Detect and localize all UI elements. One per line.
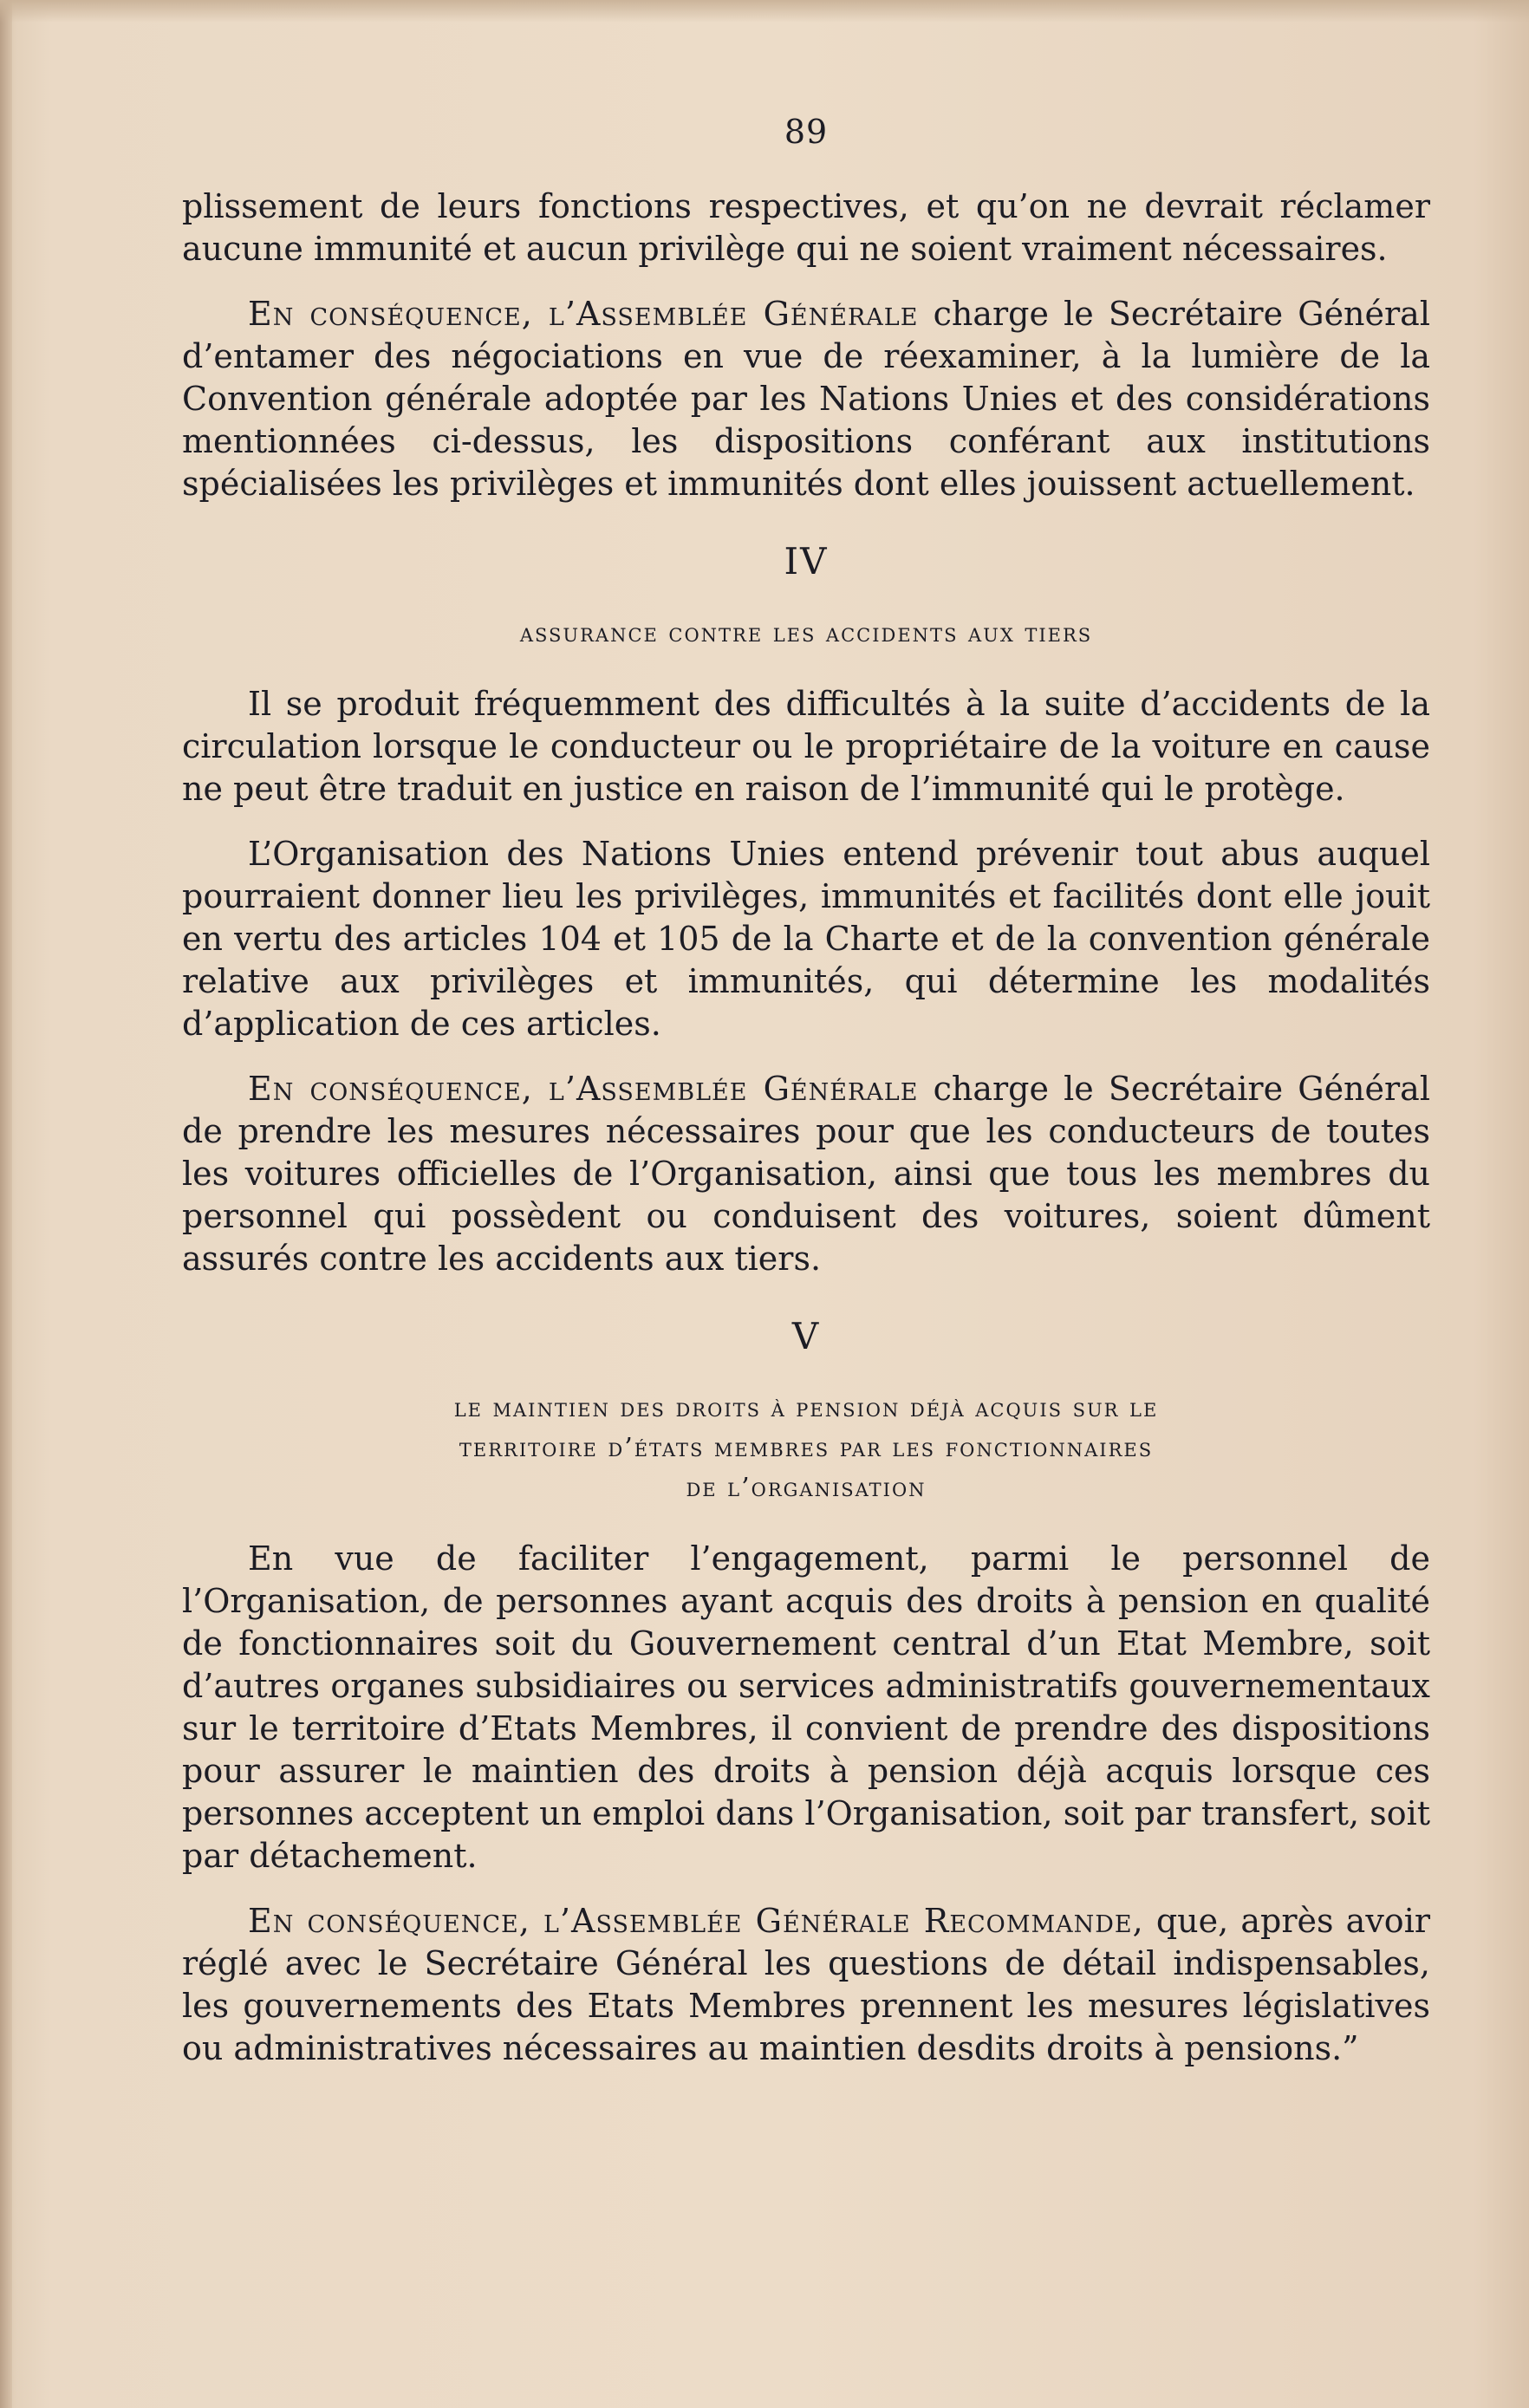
section-iv-numeral: IV — [784, 540, 829, 582]
section-iv-paragraph-3 — [182, 1068, 1430, 1280]
section-v-paragraph-1: En vue de faciliter l’engagement, parmi le personnel de l’Organisation, de personnes ayant acquis des droits à pension en qualité de fonctionnaires soit du Gouvernement central d’un Etat Membre, soit d’autres organes subsidiaires ou services administratifs gouvernementaux sur le territoire d’Etats Membres, il convient de prendre des dispositions pour assurer le maintien des droits à pension déjà acquis lorsque ces personnes acceptent un emploi dans l’Organisation, soit par transfert, soit par détachement. — [182, 1539, 1430, 1875]
section-v-resolution-lead: En conséquence, l’Assemblée Générale Recommande, — [248, 1902, 1144, 1940]
section-iv-paragraph-1: Il se produit fréquemment des difficultés à la suite d’accidents de la circulation lorsque le conducteur ou le propriétaire de la voiture en cause ne peut être traduit en justice en raison de l’immunité qui le protège. — [182, 685, 1430, 808]
page-text-block — [182, 113, 1430, 2092]
section-v-heading-line-3: de l’organisation — [686, 1473, 927, 1503]
resolution-lead: En conséquence, l’Assemblée Générale — [248, 295, 919, 333]
page-number: 89 — [784, 113, 829, 151]
section-iv-resolution-lead: En conséquence, l’Assemblée Générale — [248, 1070, 919, 1108]
section-iv-resolution-text: charge le Secrétaire Général de prendre les mesures nécessaires pour que les conducteurs de toutes les voitures officielles de l’Organisation, ainsi que tous les membres du personnel qui possèdent ou conduisent des voitures, soient dûment assurés contre les accidents aux tiers. — [182, 1070, 1430, 1278]
resolution-text: charge le Secrétaire Général d’entamer des négociations en vue de réexaminer, à la lumière de la Convention générale adoptée par les Nations Unies et des considérations mentionnées ci-dessus, les dispositions conférant aux institutions spécialisées les privilèges et immunités dont elles jouissent actuellement. — [182, 295, 1430, 503]
page-binding-edge — [0, 0, 12, 2408]
section-v-heading-line-2: territoire d’états membres par les fonctionnaires — [459, 1433, 1154, 1463]
section-v-numeral: V — [791, 1315, 821, 1357]
page-top-edge — [0, 0, 1529, 23]
section-iv-paragraph-2: L’Organisation des Nations Unies entend prévenir tout abus auquel pourraient donner lieu les privilèges, immunités et facilités dont elle jouit en vertu des articles 104 et 105 de la Charte et de la convention générale relative aux privilèges et immunités, qui détermine les modalités d’application de ces articles. — [182, 835, 1430, 1043]
section-v-paragraph-2 — [182, 1900, 1430, 2070]
section-v-heading — [182, 1389, 1430, 1508]
section-iv-heading: assurance contre les accidents aux tiers — [519, 618, 1093, 648]
intro-paragraph: plissement de leurs fonctions respectives, et qu’on ne devrait réclamer aucune immunité et aucun privilège qui ne soient vraiment nécessaires. — [182, 187, 1430, 268]
resolution-paragraph-1 — [182, 293, 1430, 505]
section-v-resolution-text: que, après avoir réglé avec le Secrétaire Général les questions de détail indispensables, les gouvernements des Etats Membres prennent les mesures législatives ou administratives nécessaires au maintien desdits droits à pensions.” — [182, 1902, 1431, 2067]
section-v-heading-line-1: le maintien des droits à pension déjà acquis sur le — [453, 1393, 1159, 1423]
